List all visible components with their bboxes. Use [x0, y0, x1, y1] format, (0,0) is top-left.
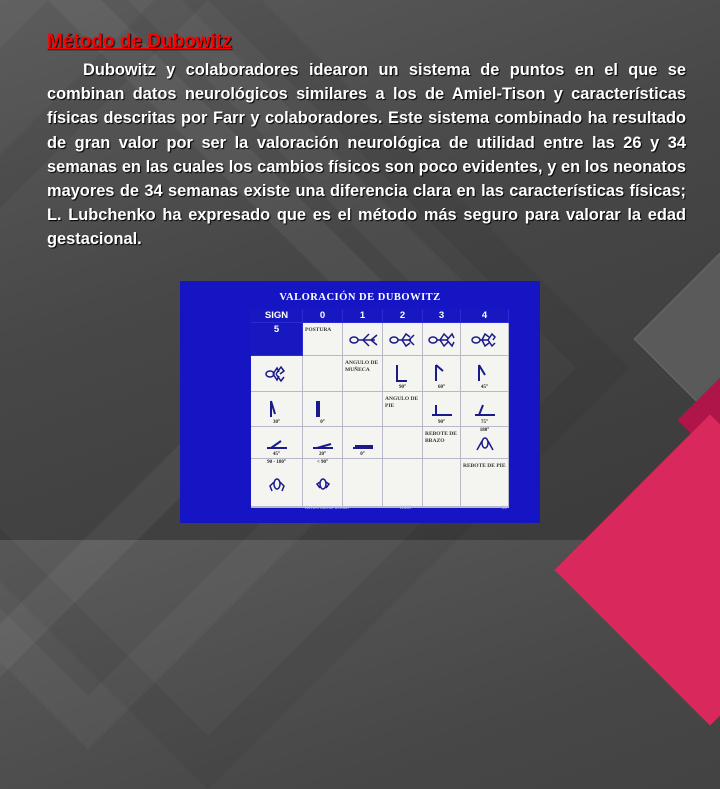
wrist-angle-icon: [261, 399, 293, 421]
row-label-postura: POSTURA: [303, 323, 343, 356]
muneca-0-cell: [383, 356, 423, 392]
row-label-rebote-pie: REBOTE DE PIE: [461, 459, 509, 507]
infant-posture-icon: [261, 363, 293, 385]
angle-label: 30°: [273, 420, 280, 425]
angle-label: 0°: [320, 420, 325, 425]
muneca-3-cell: [251, 392, 303, 427]
infant-posture-icon: [469, 329, 501, 351]
corner-decoration-pink: [554, 414, 720, 725]
figure-footer-number: 59: [502, 506, 507, 511]
pie-4-cell: [343, 427, 383, 459]
wrist-angle-icon: [469, 363, 501, 385]
angle-label: 45°: [481, 385, 488, 390]
rebote-pie-4-cell: [423, 507, 461, 508]
foot-angle-icon: [261, 432, 293, 454]
header-score-4: 4: [461, 309, 509, 323]
slide-title: Método de Dubowitz: [47, 31, 232, 52]
figure-footer-initials: RMG: [400, 506, 412, 511]
foot-angle-icon: [426, 399, 458, 421]
pie-3-cell: [303, 427, 343, 459]
rebote-pie-2-cell: [343, 507, 383, 508]
angle-label: 180°: [479, 428, 490, 433]
foot-angle-icon: [307, 432, 339, 454]
arm-recoil-icon: [261, 472, 293, 494]
arm-recoil-icon: [469, 432, 501, 454]
muneca-4-cell: [303, 392, 343, 427]
angle-label: 20°: [319, 452, 326, 457]
angle-label: 90°: [438, 420, 445, 425]
dubowitz-table: [251, 309, 509, 507]
foot-angle-icon: [347, 432, 379, 454]
angle-label: < 90°: [316, 460, 329, 465]
brazo-1-cell: [251, 459, 303, 507]
muneca-5-cell: [343, 392, 383, 427]
pie-5-cell: [383, 427, 423, 459]
infant-posture-icon: [347, 329, 379, 351]
wrist-angle-icon: [307, 399, 339, 421]
brazo-5-cell: [423, 459, 461, 507]
figure-title: VALORACIÓN DE DUBOWITZ: [279, 292, 441, 303]
foot-angle-icon: [469, 399, 501, 421]
muneca-1-cell: [423, 356, 461, 392]
pie-2-cell: [251, 427, 303, 459]
row-label-angulo-muneca: ANGULO DE MUÑECA: [343, 356, 383, 392]
postura-3-cell: [461, 323, 509, 356]
angle-label: 0°: [360, 452, 365, 457]
brazo-4-cell: [383, 459, 423, 507]
wrist-angle-icon: [426, 363, 458, 385]
header-sign: SIGN: [251, 309, 303, 323]
leg-recoil-icon: [347, 507, 379, 508]
muneca-2-cell: [461, 356, 509, 392]
brazo-0-cell: [461, 427, 509, 459]
postura-0-cell: [343, 323, 383, 356]
angle-label: 90 - 180°: [267, 460, 286, 465]
angle-label: 45°: [273, 452, 280, 457]
infant-posture-icon: [387, 329, 419, 351]
dubowitz-figure: [180, 281, 540, 523]
postura-5-cell: [303, 356, 343, 392]
header-score-5: 5: [251, 323, 303, 356]
figure-footer-caption: Recién nacido normal: [305, 506, 349, 511]
leg-recoil-icon: [261, 507, 293, 508]
brazo-3-cell: [343, 459, 383, 507]
brazo-2-cell: [303, 459, 343, 507]
postura-2-cell: [423, 323, 461, 356]
angle-label: 75°: [481, 420, 488, 425]
postura-1-cell: [383, 323, 423, 356]
wrist-angle-icon: [387, 363, 419, 385]
row-label-angulo-pie: ANGULO DE PIE: [383, 392, 423, 427]
angle-label: 90°: [399, 385, 406, 390]
angle-label: 60°: [438, 385, 445, 390]
row-label-rebote-brazo: REBOTE DE BRAZO: [423, 427, 461, 459]
infant-posture-icon: [426, 329, 458, 351]
header-score-0: 0: [303, 309, 343, 323]
header-score-1: 1: [343, 309, 383, 323]
header-score-3: 3: [423, 309, 461, 323]
header-score-2: 2: [383, 309, 423, 323]
pie-1-cell: [461, 392, 509, 427]
postura-4-cell: [251, 356, 303, 392]
rebote-pie-0-cell: [251, 507, 303, 508]
arm-recoil-icon: [307, 472, 339, 494]
slide-paragraph: Dubowitz y colaboradores idearon un sistema de puntos en el que se combinan datos neurológicos similares a los de Amiel-Tison y características físicas descritas por Farr y colaboradores. Este sistema combinado ha resultado de gran valor por ser la valoración neurológica de utilidad entre las 26 y 34 semanas en las cuales los cambios físicos son poco evidentes, y en los neonatos mayores de 34 semanas existe una diferencia clara en las características físicas; L. Lubchenko ha expresado que es el método más seguro para valorar la edad gestacional.: [47, 61, 686, 249]
pie-0-cell: [423, 392, 461, 427]
